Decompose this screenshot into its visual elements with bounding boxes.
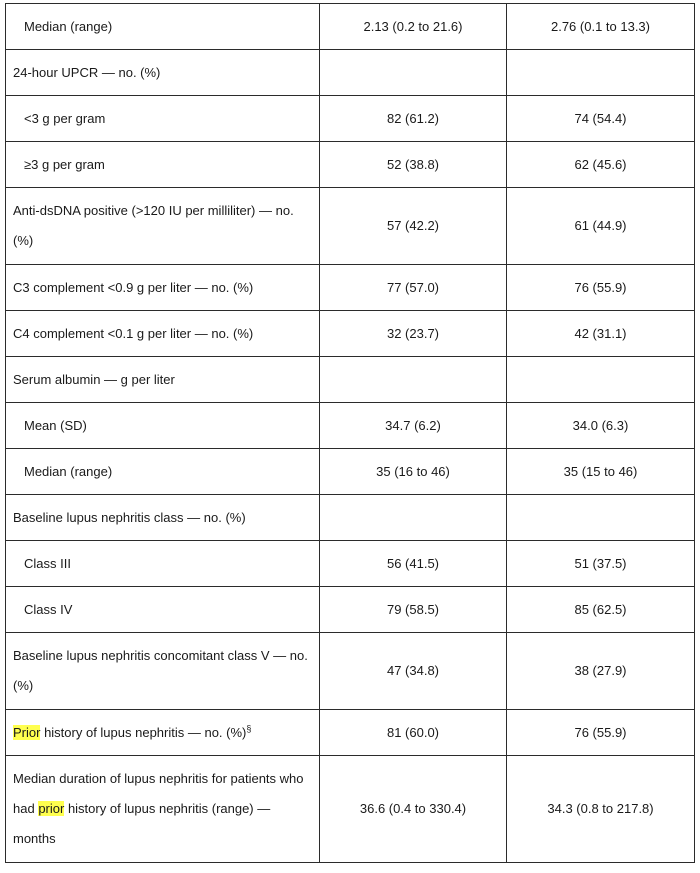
table-row	[6, 265, 695, 311]
row-label: Mean (SD)	[6, 403, 320, 449]
row-label-text: history of lupus nephritis (range) — months	[13, 801, 271, 846]
row-label: Class IV	[6, 587, 320, 633]
cell-group-a: 35 (16 to 46)	[320, 449, 507, 495]
row-label: Baseline lupus nephritis concomitant class V — no. (%)	[6, 633, 320, 710]
cell-group-b: 76 (55.9)	[507, 265, 695, 311]
cell-group-b: 42 (31.1)	[507, 311, 695, 357]
row-label: Serum albumin — g per liter	[6, 357, 320, 403]
table-row	[6, 188, 695, 265]
row-label: Anti-dsDNA positive (>120 IU per milliliter) — no. (%)	[6, 188, 320, 265]
table-body	[6, 4, 695, 863]
table-row-prior-history	[6, 710, 695, 756]
cell-group-a: 79 (58.5)	[320, 587, 507, 633]
row-label: Baseline lupus nephritis class — no. (%)	[6, 495, 320, 541]
table-row	[6, 633, 695, 710]
row-label-text: Median duration of lupus nephritis for patients who had	[13, 771, 304, 816]
table-row	[6, 142, 695, 188]
row-label: C3 complement <0.9 g per liter — no. (%)	[6, 265, 320, 311]
table-row	[6, 96, 695, 142]
cell-group-a: 57 (42.2)	[320, 188, 507, 265]
row-label: Class III	[6, 541, 320, 587]
table-row	[6, 4, 695, 50]
cell-group-a: 47 (34.8)	[320, 633, 507, 710]
cell-group-b: 34.0 (6.3)	[507, 403, 695, 449]
footnote-marker: §	[246, 723, 252, 734]
row-label: ≥3 g per gram	[6, 142, 320, 188]
cell-group-a: 56 (41.5)	[320, 541, 507, 587]
table-row	[6, 403, 695, 449]
cell-group-b: 85 (62.5)	[507, 587, 695, 633]
table-row-median-duration	[6, 756, 695, 863]
cell-group-b: 76 (55.9)	[507, 710, 695, 756]
cell-group-b	[507, 495, 695, 541]
cell-group-b: 62 (45.6)	[507, 142, 695, 188]
cell-group-a: 34.7 (6.2)	[320, 403, 507, 449]
table-row	[6, 587, 695, 633]
row-label: C4 complement <0.1 g per liter — no. (%)	[6, 311, 320, 357]
cell-group-b	[507, 357, 695, 403]
cell-group-b	[507, 50, 695, 96]
cell-group-b: 38 (27.9)	[507, 633, 695, 710]
table-row	[6, 50, 695, 96]
cell-group-a: 36.6 (0.4 to 330.4)	[320, 756, 507, 863]
search-highlight: Prior	[13, 724, 41, 740]
cell-group-a: 2.13 (0.2 to 21.6)	[320, 4, 507, 50]
cell-group-b: 35 (15 to 46)	[507, 449, 695, 495]
row-label-text: history of lupus nephritis — no. (%)	[40, 724, 247, 740]
cell-group-a	[320, 50, 507, 96]
cell-group-a	[320, 495, 507, 541]
cell-group-b: 61 (44.9)	[507, 188, 695, 265]
row-label	[6, 710, 320, 756]
table-row	[6, 357, 695, 403]
cell-group-a: 82 (61.2)	[320, 96, 507, 142]
cell-group-b: 34.3 (0.8 to 217.8)	[507, 756, 695, 863]
row-label	[6, 756, 320, 863]
cell-group-a: 32 (23.7)	[320, 311, 507, 357]
cell-group-b: 51 (37.5)	[507, 541, 695, 587]
row-label: Median (range)	[6, 4, 320, 50]
cell-group-a: 52 (38.8)	[320, 142, 507, 188]
table-row	[6, 311, 695, 357]
cell-group-b: 74 (54.4)	[507, 96, 695, 142]
cell-group-a	[320, 357, 507, 403]
table-row	[6, 449, 695, 495]
cell-group-a: 81 (60.0)	[320, 710, 507, 756]
baseline-characteristics-table	[5, 3, 695, 863]
table-row	[6, 541, 695, 587]
table-row	[6, 495, 695, 541]
row-label: <3 g per gram	[6, 96, 320, 142]
search-highlight: prior	[38, 801, 65, 816]
row-label: Median (range)	[6, 449, 320, 495]
row-label: 24-hour UPCR — no. (%)	[6, 50, 320, 96]
cell-group-b: 2.76 (0.1 to 13.3)	[507, 4, 695, 50]
cell-group-a: 77 (57.0)	[320, 265, 507, 311]
